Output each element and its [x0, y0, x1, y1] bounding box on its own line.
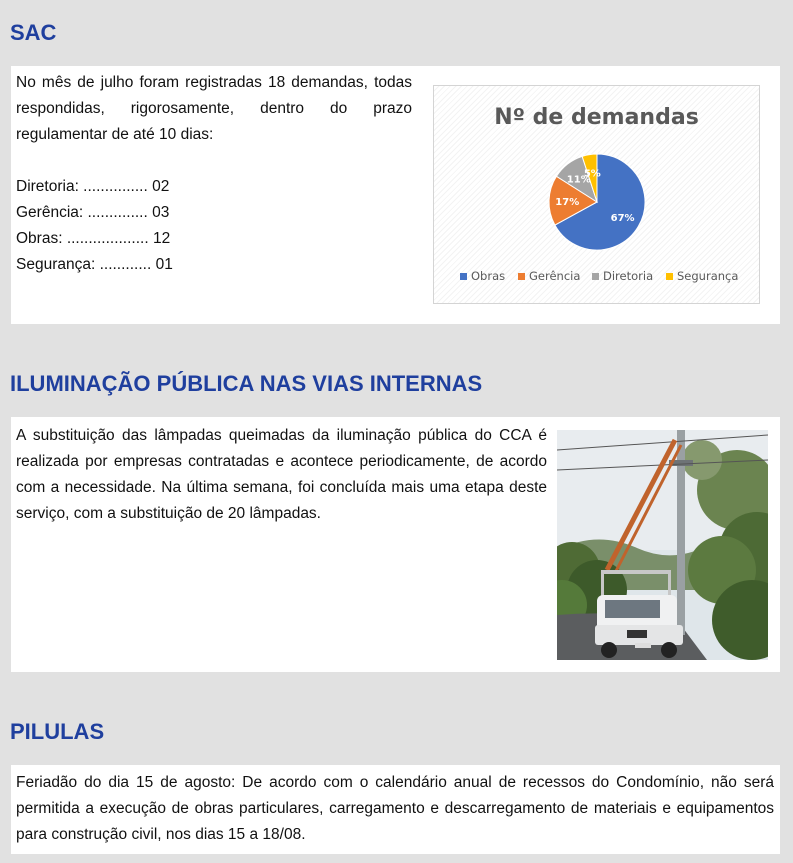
- legend-swatch-segurança: [666, 273, 673, 280]
- legend-item-obras: [460, 269, 505, 283]
- pie-label-gerência: 17%: [555, 197, 580, 209]
- sac-item-seguranca: Segurança: ............ 01: [16, 256, 173, 273]
- pilulas-panel: [11, 765, 780, 854]
- iluminacao-text: A substituição das lâmpadas queimadas da iluminação pública do CCA é realizada por empresas contratadas e acontece periodicamente, de acordo com a necessidade. Na última semana, foi concluída mais uma etapa deste serviço, com a substituição de 20 lâmpadas.: [16, 427, 547, 522]
- sac-item-diretoria: Diretoria: ............... 02: [16, 178, 170, 195]
- sac-demand-list: [16, 174, 316, 278]
- legend-label-gerência: Gerência: [529, 269, 581, 283]
- legend-label-segurança: Segurança: [677, 269, 739, 283]
- sac-title: SAC: [10, 20, 57, 45]
- legend-item-segurança: [666, 269, 738, 283]
- service-truck-photo: [557, 430, 768, 660]
- sac-item-gerencia: Gerência: .............. 03: [16, 204, 170, 221]
- legend-swatch-gerência: [518, 273, 525, 280]
- pilulas-text: Feriadão do dia 15 de agosto: De acordo com o calendário anual de recessos do Condomínio, não será permitida a execução de obras particulares, carregamento e descarregamento de materiais e equipamentos para construção civil, nos dias 15 a 18/08.: [16, 774, 774, 843]
- pie-label-diretoria: 11%: [566, 174, 591, 186]
- legend-label-obras: Obras: [471, 269, 506, 283]
- legend-swatch-obras: [460, 273, 467, 280]
- iluminacao-title: ILUMINAÇÃO PÚBLICA NAS VIAS INTERNAS: [10, 371, 483, 396]
- pie-label-segurança: 5%: [583, 168, 601, 180]
- sac-item-obras: Obras: ................... 12: [16, 230, 171, 247]
- chart-title: Nº de demandas: [494, 105, 699, 130]
- legend-swatch-diretoria: [592, 273, 599, 280]
- legend-label-diretoria: Diretoria: [603, 269, 654, 283]
- pie-chart-svg: [434, 86, 759, 303]
- pilulas-title: PILULAS: [10, 719, 105, 744]
- sac-intro: No mês de julho foram registradas 18 demandas, todas respondidas, rigorosamente, dentro do prazo regulamentar de até 10 dias:: [16, 74, 412, 143]
- demand-pie-chart: [433, 85, 760, 304]
- legend-item-diretoria: [592, 269, 653, 283]
- legend-item-gerência: [518, 269, 580, 283]
- pie-label-obras: 67%: [610, 213, 635, 225]
